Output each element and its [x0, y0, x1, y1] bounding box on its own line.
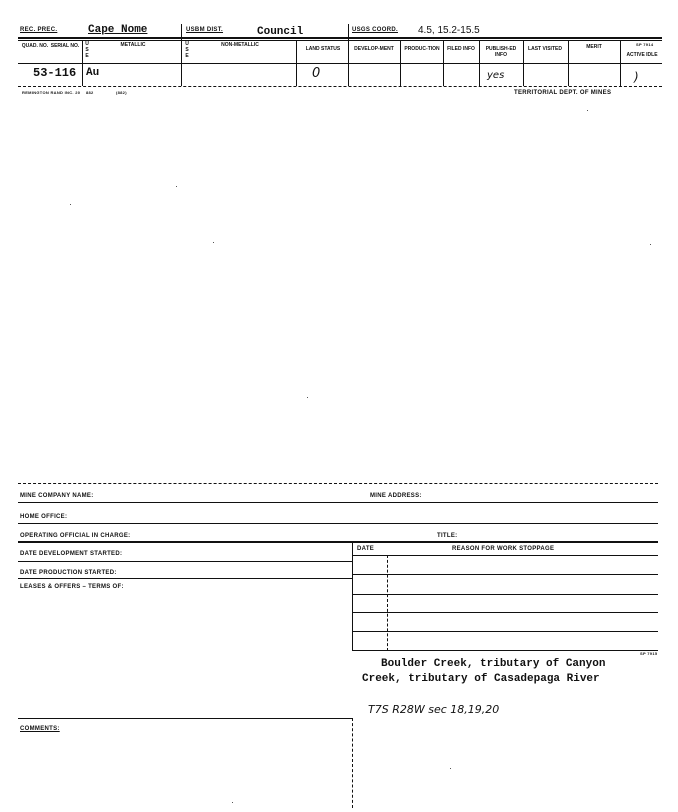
col-use-nonmetallic: U S E [185, 41, 189, 59]
col-nonmetallic: NON-METALLIC [221, 42, 259, 48]
printer-year: (882) [116, 90, 127, 95]
speck [307, 397, 308, 398]
speck [176, 186, 177, 187]
col-active-idle: ACTIVE IDLE [626, 52, 658, 58]
row-quad-serial: 53-116 [33, 66, 77, 80]
rule [352, 555, 658, 556]
rule-thick [18, 541, 658, 543]
rec-prec-label: REC. PREC. [20, 27, 58, 33]
col-serial-no: SERIAL NO. [50, 43, 80, 49]
printer-code: 882 [86, 90, 94, 95]
title-label: TITLE: [437, 533, 458, 539]
col-divider [348, 24, 349, 86]
mine-company-name-label: MINE COMPANY NAME: [20, 493, 94, 499]
rule [18, 502, 658, 503]
usbm-dist-value: Council [257, 26, 304, 38]
speck [587, 110, 588, 111]
header-row-bottom [18, 63, 662, 64]
home-office-label: HOME OFFICE: [20, 514, 68, 520]
row-active-idle: ) [634, 70, 639, 84]
department-label: TERRITORIAL DEPT. OF MINES [514, 90, 612, 96]
col-merit: MERIT [586, 44, 602, 50]
form-number-bottom: SP 7915 [640, 651, 658, 656]
col-quad-no: QUAD. NO. [21, 43, 49, 49]
mine-address-label: MINE ADDRESS: [370, 493, 422, 499]
comments-divider [352, 718, 353, 808]
rule [352, 574, 658, 575]
speck [70, 204, 71, 205]
speck [232, 802, 233, 803]
col-production: PRODUC-TION [404, 46, 440, 52]
reason-col-label: REASON FOR WORK STOPPAGE [452, 546, 555, 552]
col-last-visited: LAST VISITED [528, 46, 562, 52]
col-land-status: LAND STATUS [305, 46, 341, 52]
printer-label: REMINGTON RAND INC. 20 [22, 90, 81, 95]
speck [650, 244, 651, 245]
col-divider [181, 24, 182, 86]
rule [352, 650, 658, 651]
col-published-info: PUBLISH-ED INFO [485, 46, 517, 58]
col-filed-info: FILED INFO [447, 46, 475, 52]
usgs-coord-label: USGS COORD. [352, 27, 398, 33]
speck [450, 768, 451, 769]
date-col-label: DATE [357, 546, 375, 552]
col-development: DEVELOP-MENT [354, 46, 394, 52]
row-metallic: Au [86, 67, 100, 79]
typed-note-line2: Creek, tributary of Casadepaga River [362, 673, 600, 685]
rule [352, 612, 658, 613]
date-development-label: DATE DEVELOPMENT STARTED: [20, 551, 123, 557]
date-col-divider [387, 555, 388, 651]
rule [18, 523, 658, 524]
card-bottom-line [18, 86, 662, 87]
rule [18, 718, 352, 719]
rule [18, 578, 352, 579]
rule [352, 631, 658, 632]
date-production-label: DATE PRODUCTION STARTED: [20, 570, 117, 576]
header-divider-thick [18, 37, 662, 39]
leases-offers-label: LEASES & OFFERS – TERMS OF: [20, 584, 124, 590]
row-land-status: 0 [312, 66, 321, 81]
lower-top-line [18, 483, 658, 484]
comments-label: COMMENTS: [20, 726, 60, 732]
usgs-coord-value: 4.5, 15.2-15.5 [418, 25, 480, 36]
form-number-top: SP 7914 [636, 42, 654, 47]
form-divider [352, 541, 353, 651]
operating-official-label: OPERATING OFFICIAL IN CHARGE: [20, 533, 131, 539]
rule [18, 561, 352, 562]
col-metallic: METALLIC [120, 42, 146, 48]
row-published-info: yes [487, 70, 505, 81]
handwritten-location: T7S R28W sec 18,19,20 [368, 703, 500, 716]
rule [352, 594, 658, 595]
col-use-metallic: U S E [85, 41, 89, 59]
typed-note-line1: Boulder Creek, tributary of Canyon [381, 658, 606, 670]
header-divider [18, 40, 662, 41]
usbm-dist-label: USBM DIST. [186, 27, 224, 33]
speck [213, 242, 214, 243]
rec-prec-value: Cape Nome [88, 24, 148, 36]
